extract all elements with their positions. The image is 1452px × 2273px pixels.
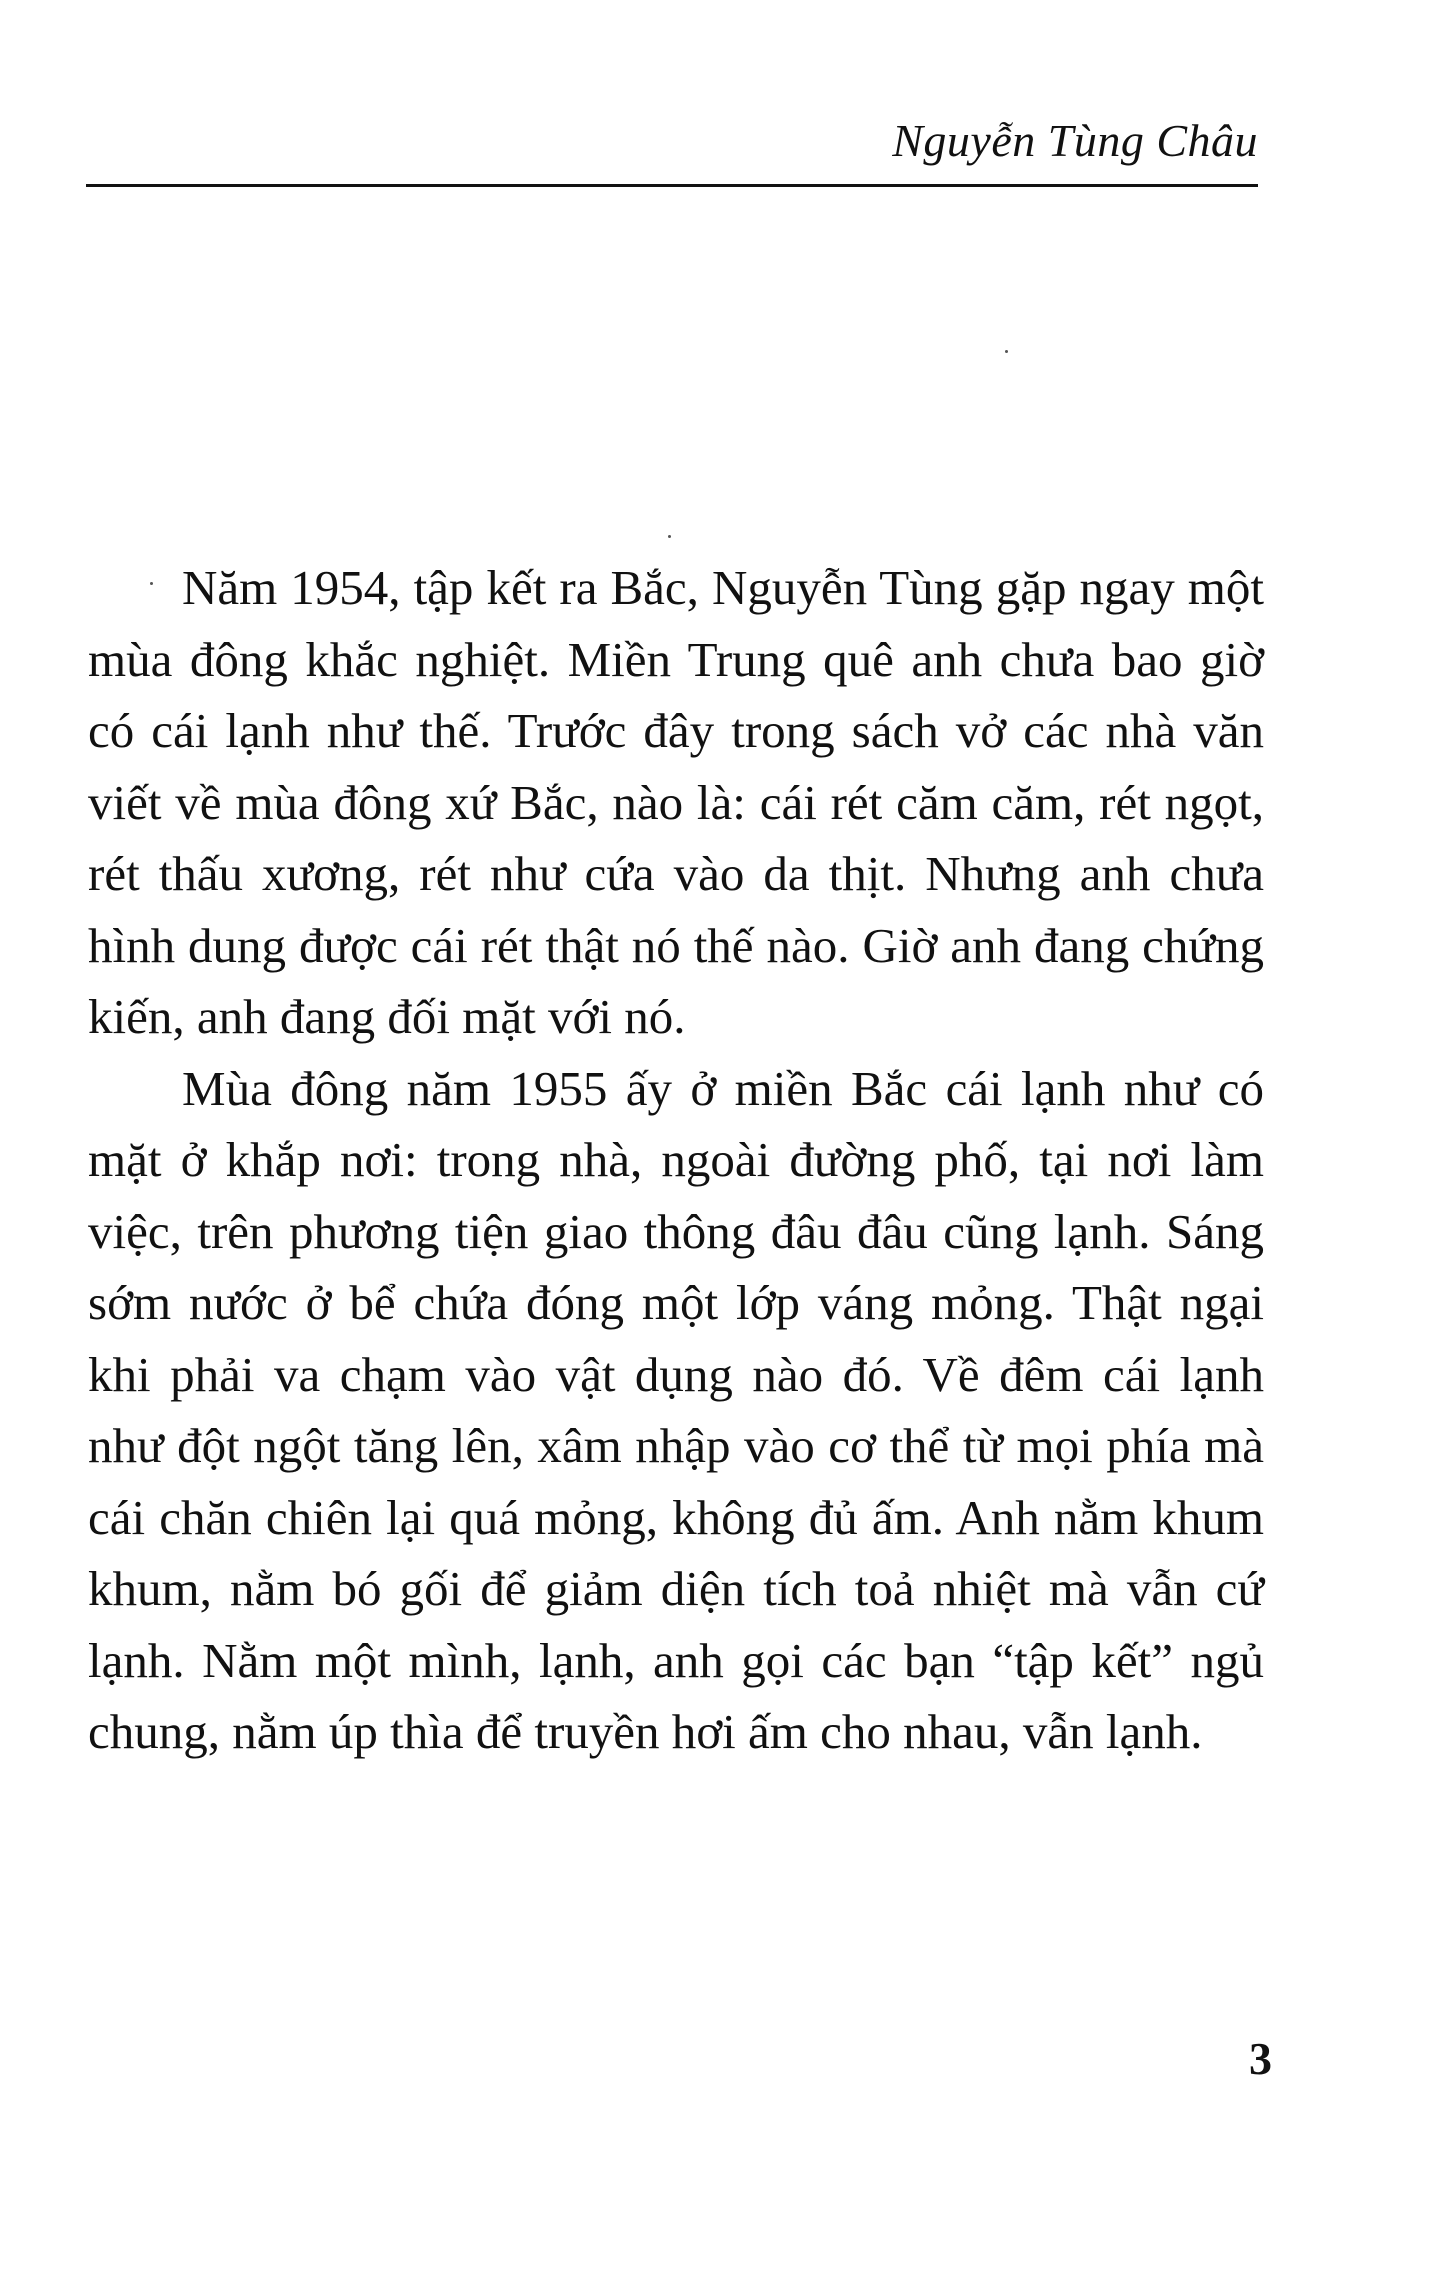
print-speck: [668, 535, 671, 538]
paragraph: Mùa đông năm 1955 ấy ở miền Bắc cái lạnh như có mặt ở khắp nơi: trong nhà, ngoài đường phố, tại nơi làm việc, trên phương tiện giao thông đâu đâu cũng lạnh. Sáng sớm nước ở bể chứa đóng một lớp váng mỏng. Thật ngại khi phải va chạm vào vật dụng nào đó. Về đêm cái lạnh như đột ngột tăng lên, xâm nhập vào cơ thể từ mọi phía mà cái chăn chiên lại quá mỏng, không đủ ấm. Anh nằm khum khum, nằm bó gối để giảm diện tích toả nhiệt mà vẫn cứ lạnh. Nằm một mình, lạnh, anh gọi các bạn “tập kết” ngủ chung, nằm úp thìa để truyền hơi ấm cho nhau, vẫn lạnh.: [88, 1060, 1264, 1759]
print-speck: [1005, 350, 1008, 353]
running-header-author: Nguyễn Tùng Châu: [892, 115, 1258, 166]
page-number: 3: [1249, 2033, 1272, 2084]
header-divider: [86, 184, 1258, 187]
body-text: [88, 552, 1264, 1768]
paragraph: Năm 1954, tập kết ra Bắc, Nguyễn Tùng gặp ngay một mùa đông khắc nghiệt. Miền Trung quê anh chưa bao giờ có cái lạnh như thế. Trước đây trong sách vở các nhà văn viết về mùa đông xứ Bắc, nào là: cái rét căm căm, rét ngọt, rét thấu xương, rét như cứa vào da thịt. Nhưng anh chưa hình dung được cái rét thật nó thế nào. Giờ anh đang chứng kiến, anh đang đối mặt với nó.: [88, 560, 1264, 1044]
